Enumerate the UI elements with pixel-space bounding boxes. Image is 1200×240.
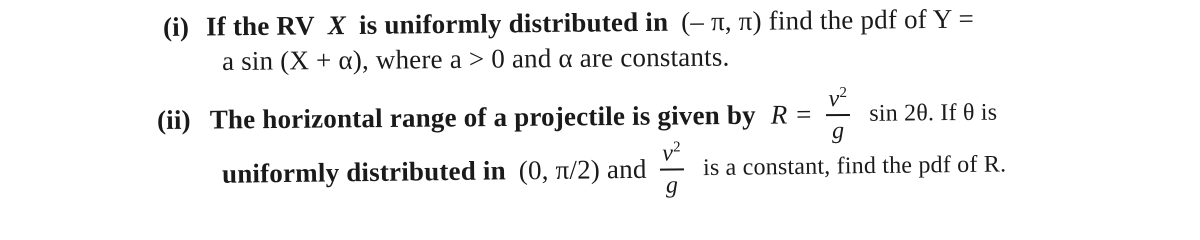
- frac1-numerator: v: [828, 86, 840, 113]
- problem-ii-eq: R =: [770, 99, 813, 130]
- problem-ii-number: (ii): [156, 104, 191, 135]
- problem-ii-line-2: [222, 136, 1007, 202]
- fraction-v2-over-g-2: [659, 140, 684, 197]
- problem-ii-text-a: The horizontal range of a projectile is given by: [209, 99, 756, 135]
- problem-ii-interval: (0, π/2) and: [518, 153, 647, 186]
- frac2-numerator: v: [662, 140, 674, 167]
- problem-ii-text-c: uniformly distributed in: [221, 155, 507, 189]
- problem-i-line-1: [162, 3, 975, 42]
- frac1-denominator: g: [831, 117, 845, 144]
- problem-i-text-c: (– π, π) find the pdf of Y =: [680, 3, 975, 37]
- problem-ii-text-b: sin 2θ. If θ is: [869, 99, 998, 128]
- problem-i-text-d: a sin (X + α), where a > 0 and α are constants.: [221, 41, 730, 76]
- problem-i-var-x: X: [327, 10, 347, 41]
- problem-i-text-b: is uniformly distributed in: [358, 6, 669, 40]
- problem-i-line-2: [221, 41, 730, 76]
- frac2-exponent: 2: [672, 139, 681, 156]
- fraction-v2-over-g-1: [826, 86, 851, 143]
- frac2-denominator: g: [665, 172, 679, 199]
- problem-i-text-a: If the RV: [205, 10, 316, 42]
- problem-ii-text-d: is a constant, find the pdf of R.: [702, 151, 1007, 182]
- problem-i-number: (i): [162, 11, 190, 42]
- frac1-exponent: 2: [839, 84, 848, 102]
